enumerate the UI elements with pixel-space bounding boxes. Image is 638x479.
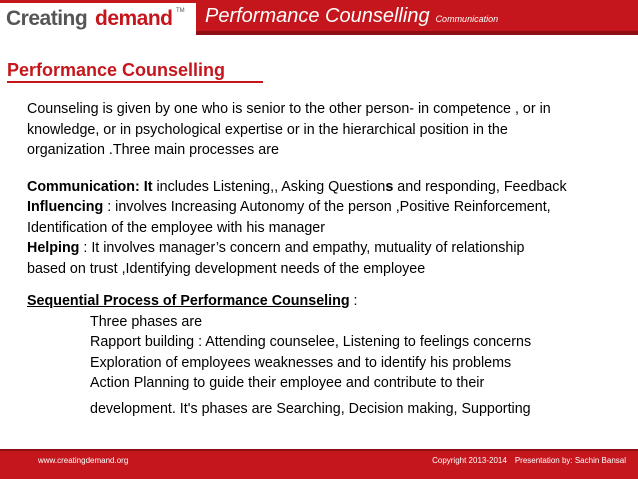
page-title: Performance Counselling: [7, 60, 226, 80]
footer-divider: [0, 449, 638, 451]
helping-line-2: based on trust ,Identifying development needs of the employee: [27, 260, 426, 277]
footer-presenter: Presentation by: Sachin Bansal: [514, 456, 626, 465]
influencing-label: Influencing: [27, 199, 104, 215]
helping-label: Helping: [27, 240, 80, 256]
sequential-item: Three phases are: [90, 313, 203, 330]
helping-line: [27, 238, 631, 259]
footer-credits: [432, 456, 626, 465]
intro-line-1: Counseling is given by one who is senior to the other person- in competence , or in: [27, 101, 551, 117]
footer-website-link[interactable]: www.creatingdemand.org: [38, 456, 129, 465]
sequential-item: development. It's phases are Searching, Decision making, Supporting: [90, 400, 531, 417]
influencing-line-2: Identification of the employee with his manager: [27, 219, 326, 236]
influencing-text: : involves Increasing Autonomy of the person ,Positive Reinforcement,: [103, 199, 551, 215]
communication-label: Communication: It: [27, 178, 153, 195]
footer: [0, 449, 638, 479]
communication-text-b: and responding, Feedback: [393, 178, 567, 195]
spacer: [27, 279, 631, 291]
helping-text: : It involves manager’s concern and empathy, mutuality of relationship: [79, 240, 525, 256]
spacer: [27, 161, 631, 177]
influencing-line: [27, 197, 631, 218]
header-divider: [196, 31, 638, 35]
sequential-item: Rapport building : Attending counselee, Listening to feelings concerns: [90, 334, 532, 350]
header-subtitle: Communication: [435, 14, 499, 24]
page-title-underline: [7, 81, 263, 83]
creatingdemand-logo: [0, 0, 196, 38]
sequential-heading-line: [27, 291, 631, 312]
header-title-text: Performance Counselling: [205, 5, 430, 27]
communication-line: [27, 177, 631, 198]
sequential-item: Action Planning to guide their employee and contribute to their: [90, 375, 485, 391]
logo-trademark: TM: [176, 8, 185, 14]
communication-text-a: includes Listening,, Asking Question: [152, 178, 386, 195]
header-title: [205, 5, 498, 28]
sequential-item: Exploration of employees weaknesses and to identify his problems: [90, 354, 512, 371]
sequential-heading: Sequential Process of Performance Counseling: [27, 293, 350, 309]
logo-creating-text: Creating: [6, 7, 88, 30]
logo-demand-text: demand: [95, 7, 173, 30]
slide-body: [27, 99, 631, 419]
footer-copyright: Copyright 2013-2014: [432, 456, 507, 465]
sequential-heading-suffix: :: [349, 293, 358, 309]
intro-line-3: organization .Three main processes are: [27, 142, 279, 158]
communication-text-bold: s: [385, 178, 394, 195]
header: [0, 0, 638, 38]
intro-line-2: knowledge, or in psychological expertise or in the hierarchical position in the: [27, 121, 508, 138]
header-title-bar: [196, 0, 638, 31]
